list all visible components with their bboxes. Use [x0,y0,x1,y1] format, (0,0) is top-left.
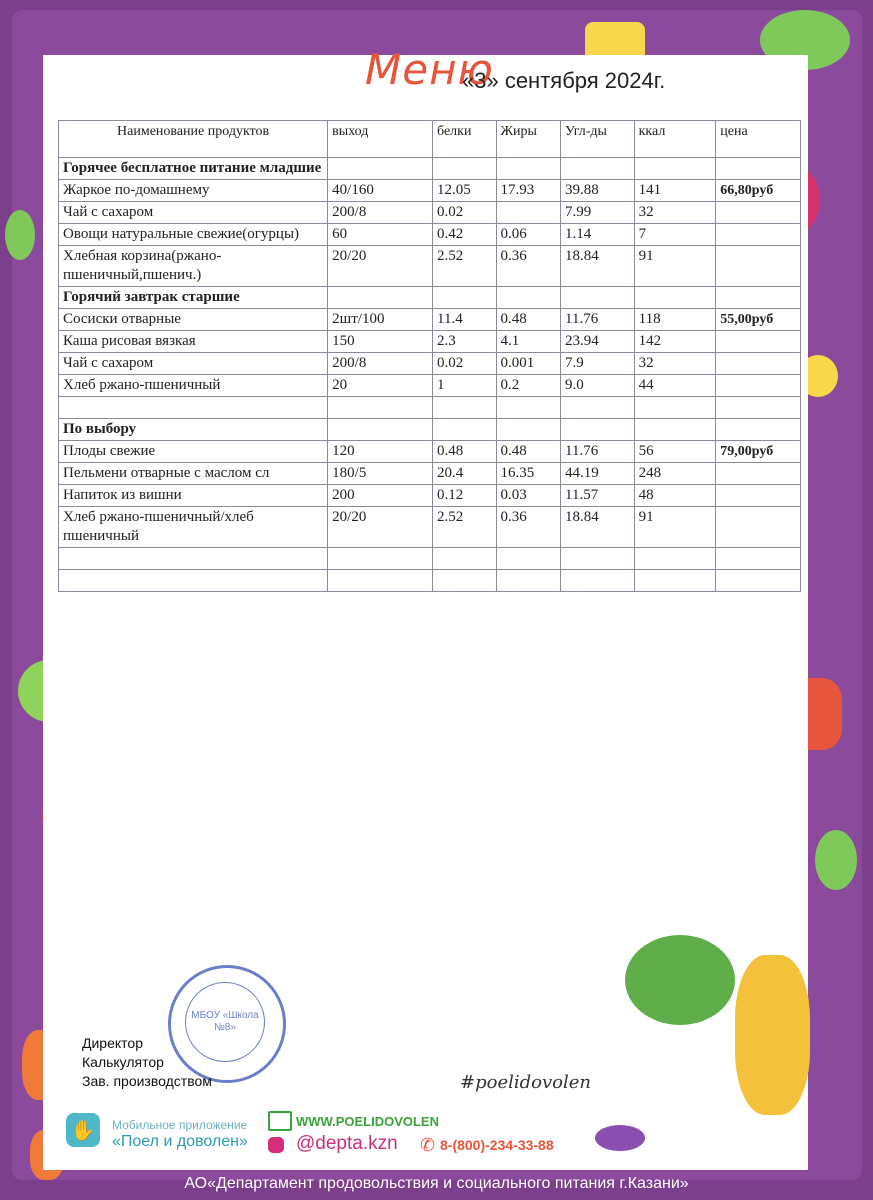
product-name: Плоды свежие [59,441,328,463]
column-header: Жиры [496,121,561,158]
protein: 2.52 [433,507,497,548]
fat: 0.36 [496,507,561,548]
product-name: Напиток из вишни [59,485,328,507]
table-row [59,375,801,397]
menu-title: Меню [365,45,494,94]
signature-block [82,1034,212,1091]
portion: 200 [328,485,433,507]
product-name: Чай с сахаром [59,353,328,375]
column-header: белки [433,121,497,158]
protein: 0.42 [433,224,497,246]
section-price: 55,00руб [716,309,801,331]
kcal: 32 [634,202,716,224]
fat: 16.35 [496,463,561,485]
protein: 2.52 [433,246,497,287]
kcal: 48 [634,485,716,507]
carbs: 11.76 [561,309,635,331]
table-header-row [59,121,801,158]
table-row [59,202,801,224]
fat: 17.93 [496,180,561,202]
column-header: Наименование продуктов [59,121,328,158]
portion: 2шт/100 [328,309,433,331]
fat: 0.36 [496,246,561,287]
carbs: 18.84 [561,246,635,287]
table-row [59,441,801,463]
menu-date: «3» сентября 2024г. [462,68,666,93]
phone-icon: ✆ [420,1135,436,1156]
table-row-empty [59,570,801,592]
fat [496,202,561,224]
product-name: Сосиски отварные [59,309,328,331]
protein: 1 [433,375,497,397]
section-row [59,419,801,441]
carbs: 1.14 [561,224,635,246]
fat: 0.48 [496,441,561,463]
instagram-icon [268,1137,284,1153]
protein: 0.48 [433,441,497,463]
fat: 0.2 [496,375,561,397]
table-row [59,507,801,548]
table-row [59,309,801,331]
lettuce-icon [815,830,857,890]
candy-icon [595,1125,645,1151]
table-row [59,331,801,353]
thumbs-up-icon: ✋ [66,1113,100,1147]
website-link[interactable]: WWW.POELIDOVOLEN [296,1114,439,1129]
kcal: 141 [634,180,716,202]
fat: 0.06 [496,224,561,246]
portion: 20/20 [328,246,433,287]
production-label: Зав. производством [82,1073,212,1089]
portion: 180/5 [328,463,433,485]
banana-icon [735,955,810,1115]
portion: 60 [328,224,433,246]
portion: 200/8 [328,202,433,224]
hashtag-text: #poelidovolen [460,1072,591,1093]
portion: 20 [328,375,433,397]
carbs: 9.0 [561,375,635,397]
table-row [59,463,801,485]
app-label: Мобильное приложение [112,1118,248,1132]
kcal: 56 [634,441,716,463]
table-row [59,485,801,507]
product-name: Хлеб ржано-пшеничный/хлеб пшеничный [59,507,328,548]
carbs: 39.88 [561,180,635,202]
table-row-empty [59,397,801,419]
kcal: 44 [634,375,716,397]
kcal: 7 [634,224,716,246]
protein: 12.05 [433,180,497,202]
table-row [59,224,801,246]
portion: 150 [328,331,433,353]
kcal: 142 [634,331,716,353]
table-row [59,180,801,202]
section-price: 66,80руб [716,180,801,202]
kcal: 91 [634,507,716,548]
column-header: Угл-ды [561,121,635,158]
product-name: Каша рисовая вязкая [59,331,328,353]
fat: 0.48 [496,309,561,331]
portion: 40/160 [328,180,433,202]
product-name: Хлеб ржано-пшеничный [59,375,328,397]
section-row [59,287,801,309]
section-row [59,158,801,180]
table-row [59,353,801,375]
protein: 2.3 [433,331,497,353]
carbs: 23.94 [561,331,635,353]
fat: 0.03 [496,485,561,507]
product-name: Жаркое по-домашнему [59,180,328,202]
carbs: 11.57 [561,485,635,507]
protein: 0.12 [433,485,497,507]
broccoli-icon [625,935,735,1025]
carbs: 11.76 [561,441,635,463]
organization-name: АО«Департамент продовольствия и социального питания г.Казани» [184,1175,689,1192]
protein: 20.4 [433,463,497,485]
phone-number[interactable]: 8-(800)-234-33-88 [440,1137,554,1153]
portion: 120 [328,441,433,463]
protein: 0.02 [433,202,497,224]
table-row [59,246,801,287]
kcal: 91 [634,246,716,287]
stamp-text: МБОУ «Школа №8» [185,982,265,1062]
app-name: «Поел и доволен» [112,1133,248,1150]
monitor-icon [268,1111,292,1131]
carbs: 44.19 [561,463,635,485]
fat: 4.1 [496,331,561,353]
product-name: Овощи натуральные свежие(огурцы) [59,224,328,246]
fat: 0.001 [496,353,561,375]
director-label: Директор [82,1035,143,1051]
section-title: По выбору [59,419,328,441]
column-header: цена [716,121,801,158]
calculator-label: Калькулятор [82,1054,164,1070]
kcal: 248 [634,463,716,485]
lettuce-icon [5,210,35,260]
section-title: Горячий завтрак старшие [59,287,328,309]
carbs: 7.9 [561,353,635,375]
section-price: 79,00руб [716,441,801,463]
protein: 11.4 [433,309,497,331]
kcal: 118 [634,309,716,331]
column-header: ккал [634,121,716,158]
product-name: Пельмени отварные с маслом сл [59,463,328,485]
section-title: Горячее бесплатное питание младшие [59,158,328,180]
column-header: выход [328,121,433,158]
carbs: 7.99 [561,202,635,224]
menu-table [58,120,801,592]
portion: 200/8 [328,353,433,375]
product-name: Чай с сахаром [59,202,328,224]
portion: 20/20 [328,507,433,548]
table-row-empty [59,548,801,570]
protein: 0.02 [433,353,497,375]
carbs: 18.84 [561,507,635,548]
product-name: Хлебная корзина(ржано-пшеничный,пшенич.) [59,246,328,287]
instagram-handle[interactable]: @depta.kzn [296,1133,398,1154]
kcal: 32 [634,353,716,375]
